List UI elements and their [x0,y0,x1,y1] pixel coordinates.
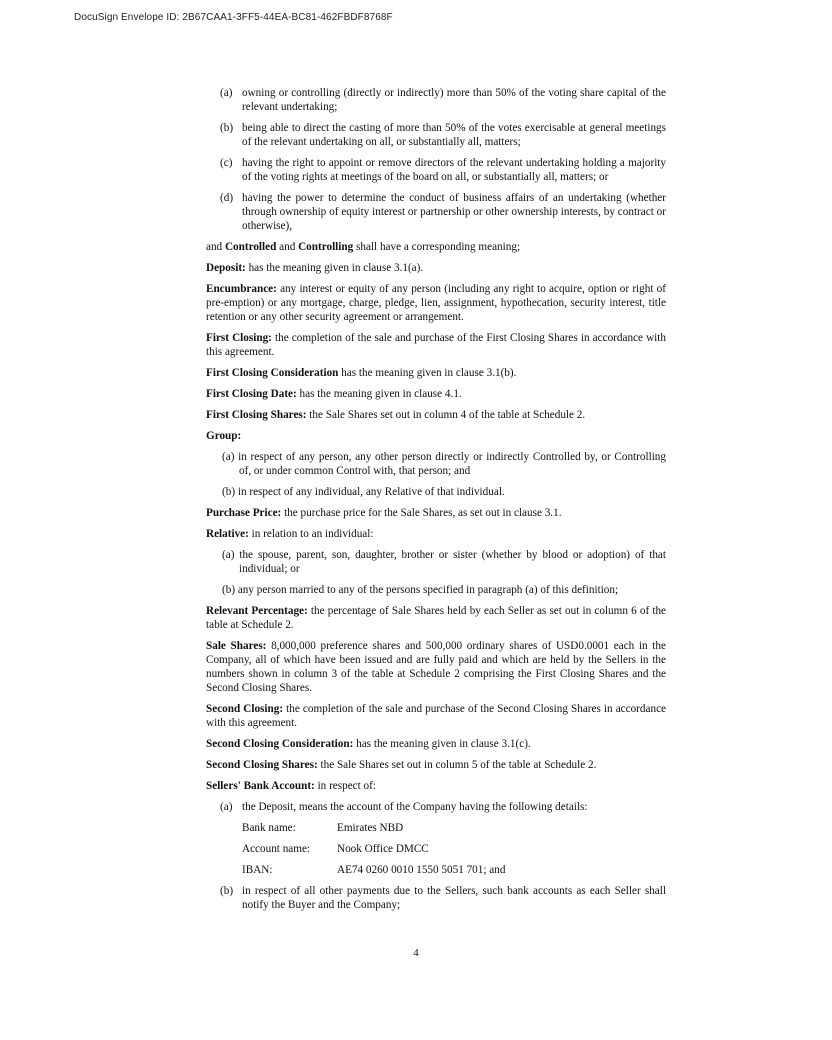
control-item-a [206,86,666,114]
term: Second Closing: [206,703,284,715]
item-text: in respect of all other payments due to the Sellers, such bank accounts as each Seller shall notify the Buyer and the Company; [242,885,666,911]
definition-first-closing-shares: First Closing Shares: the Sale Shares set out in column 4 of the table at Schedule 2. [206,409,586,421]
bank-item-b [206,884,666,912]
term: First Closing Date: [206,388,297,400]
item-text: owning or controlling (directly or indirectly) more than 50% of the voting share capital of the relevant undertaking; [242,87,666,113]
definition-second-closing-consideration: Second Closing Consideration: has the meaning given in clause 3.1(c). [206,738,531,750]
bank-value: Nook Office DMCC [337,843,429,855]
bank-value: Emirates NBD [337,822,404,834]
bank-row-account-name [242,842,666,856]
group-item-b: (b) in respect of any individual, any Relative of that individual. [222,486,505,498]
definition-relevant-percentage: Relevant Percentage: the percentage of Sale Shares held by each Seller as set out in column 6 of the table at Schedule 2. [206,605,667,631]
definition-relative: Relative: in relation to an individual: [206,528,374,540]
bank-item-a [206,800,666,814]
bank-key: Bank name: [242,822,296,834]
definition-encumbrance: Encumbrance: any interest or equity of any person (including any right to acquire, option or right of pre-emption) or any mortgage, charge, pledge, lien, assignment, hypothecation, security interest, title retention or any other security agreement or arrangement. [206,283,666,323]
term: Controlling [298,241,354,253]
bank-key: Account name: [242,843,311,855]
definition-first-closing-consideration: First Closing Consideration has the meaning given in clause 3.1(b). [206,367,517,379]
term: Relevant Percentage: [206,605,308,617]
item-text: having the power to determine the conduct of business affairs of an undertaking (whether through ownership of equity interest or partnership or other ownership interests, by contract or otherwise), [242,192,666,232]
docusign-envelope-id: DocuSign Envelope ID: 2B67CAA1-3FF5-44EA-BC81-462FBDF8768F [74,12,393,23]
term: Group: [206,430,242,442]
item-label: (b) [220,122,234,134]
control-item-b [206,121,666,149]
definition-deposit: Deposit: has the meaning given in clause 3.1(a). [206,262,424,274]
item-label: (d) [220,192,234,204]
term: Sale Shares: [206,640,267,652]
term: Second Closing Shares: [206,759,318,771]
item-text: the Deposit, means the account of the Company having the following details: [242,801,588,813]
controlled-definition: and Controlled and Controlling shall have a corresponding meaning; [206,241,521,253]
term: Encumbrance: [206,283,277,295]
relative-item-a: (a) the spouse, parent, son, daughter, brother or sister (whether by blood or adoption) of that individual; or [222,549,666,575]
item-label: (a) [220,801,233,813]
bank-value: AE74 0260 0010 1550 5051 701; and [337,864,506,876]
term: Controlled [224,241,277,253]
definition-first-closing: First Closing: the completion of the sale and purchase of the First Closing Shares in accordance with this agreement. [206,332,666,358]
definition-sellers-bank-account: Sellers' Bank Account: in respect of: [206,780,376,792]
term: Second Closing Consideration: [206,738,354,750]
item-text: having the right to appoint or remove directors of the relevant undertaking holding a majority of the voting rights at meetings of the board on all, or substantially all, matters; or [242,157,666,183]
term: First Closing Shares: [206,409,307,421]
term: Deposit: [206,262,246,274]
relative-item-b: (b) any person married to any of the persons specified in paragraph (a) of this definition; [222,584,619,596]
term: First Closing Consideration [206,367,339,379]
control-item-c [206,156,666,184]
definition-group [206,429,666,443]
term: Purchase Price: [206,507,282,519]
term: Relative: [206,528,249,540]
item-label: (a) [220,87,233,99]
term: Sellers' Bank Account: [206,780,315,792]
control-item-d [206,191,666,233]
page-number: 4 [413,948,419,959]
definition-second-closing: Second Closing: the completion of the sale and purchase of the Second Closing Shares in accordance with this agreement. [206,703,666,729]
item-label: (b) [220,885,234,897]
definition-purchase-price: Purchase Price: the purchase price for the Sale Shares, as set out in clause 3.1. [206,507,562,519]
definition-second-closing-shares: Second Closing Shares: the Sale Shares set out in column 5 of the table at Schedule 2. [206,759,597,771]
definition-first-closing-date: First Closing Date: has the meaning given in clause 4.1. [206,388,462,400]
group-item-a: (a) in respect of any person, any other person directly or indirectly Controlled by, or Controlling of, or under common Control with, that person; and [222,451,666,477]
bank-row-bank-name [242,821,666,835]
item-text: being able to direct the casting of more than 50% of the votes exercisable at general meetings of the relevant undertaking on all, or substantially all, matters; [242,122,666,148]
bank-row-iban [242,863,666,877]
definition-sale-shares: Sale Shares: 8,000,000 preference shares and 500,000 ordinary shares of USD0.0001 each in the Company, all of which have been issued and are fully paid and which are held by the Sellers in the numbers shown in column 3 of the table at Schedule 2 comprising the First Closing Shares and the Second Closing Shares. [206,640,666,694]
document-body [206,86,666,919]
bank-details [242,821,666,877]
term: First Closing: [206,332,272,344]
bank-key: IBAN: [242,864,273,876]
item-label: (c) [220,157,233,169]
